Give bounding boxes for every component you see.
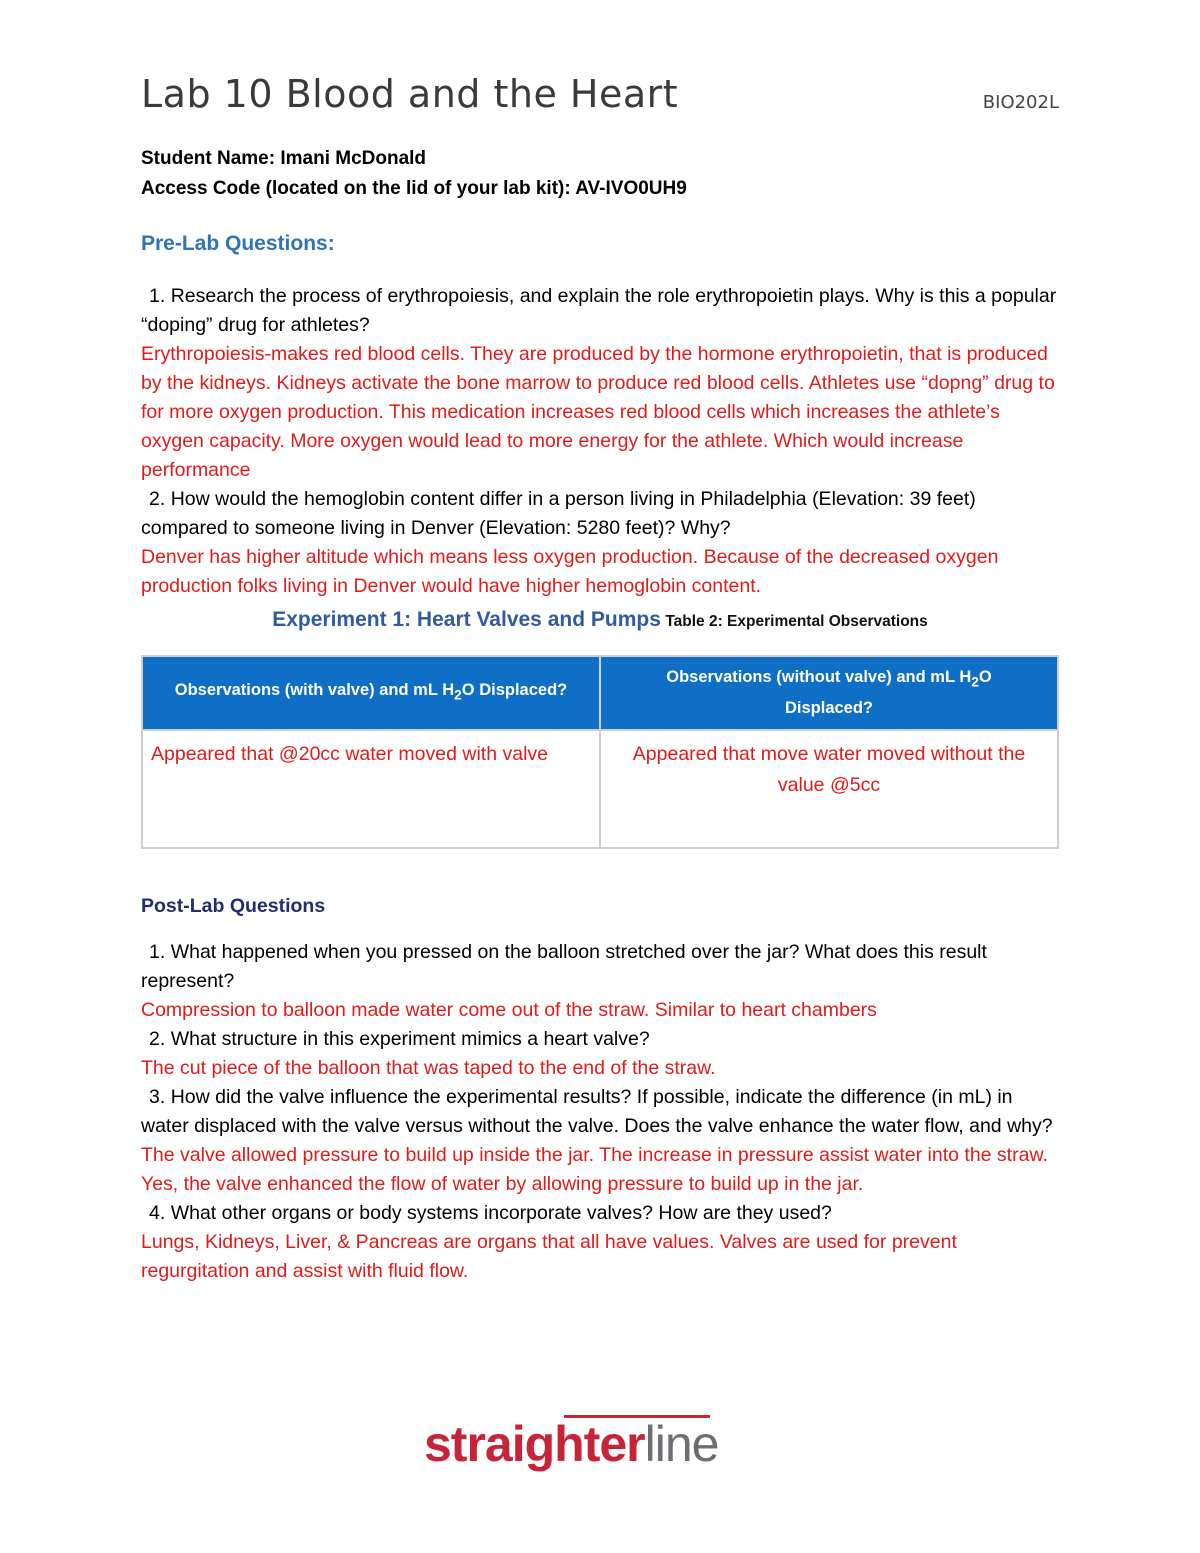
experiment-heading (141, 603, 1059, 639)
answer-text: Lungs, Kidneys, Liver, & Pancreas are organs that all have values. Valves are used for prevent regurgitation and assist with fluid flow. (141, 1231, 957, 1282)
question-number: 4. (149, 1202, 166, 1224)
course-code: BIO202L (982, 92, 1059, 113)
postlab-question-2 (141, 1025, 1059, 1083)
answer-text: Compression to balloon made water come out of the straw. Similar to heart chambers (141, 999, 877, 1021)
question-text: What happened when you pressed on the balloon stretched over the jar? What does this result represent? (141, 941, 987, 992)
observations-table (141, 655, 1059, 849)
answer-text: Erythropoiesis-makes red blood cells. They are produced by the hormone erythropoietin, that is produced by the kidneys. Kidneys activate the bone marrow to produce red blood cells. Athletes use “dopng” drug to for more oxygen production. This medication increases red blood cells which increases the athlete’s oxygen capacity. More oxygen would lead to more energy for the athlete. Which would increase performance (141, 343, 1055, 481)
question-number: 1. (149, 941, 166, 963)
document-page (141, 72, 1059, 1286)
question-text: What other organs or body systems incorporate valves? How are they used? (170, 1202, 832, 1224)
student-name: Student Name: Imani McDonald (141, 148, 427, 169)
table-caption: Table 2: Experimental Observations (665, 613, 928, 630)
question-number: 2. (149, 1028, 166, 1050)
student-info (141, 144, 1059, 204)
table-header-row (142, 656, 1058, 730)
prelab-question-2 (141, 485, 1059, 601)
prelab-question-1 (141, 282, 1059, 485)
question-text: What structure in this experiment mimics a heart valve? (170, 1028, 650, 1050)
prelab-heading: Pre-Lab Questions: (141, 232, 335, 255)
table-header-with-valve: Observations (with valve) and mL $H_2O$ Displaced? (142, 656, 600, 730)
question-number: 3. (149, 1086, 166, 1108)
table-cell-without-valve: Appeared that move water moved without the value @5cc (600, 730, 1058, 848)
table-header-without-valve: Observations (without valve) and mL $H_2O$ Displaced? (600, 656, 1058, 730)
postlab-heading: Post-Lab Questions (141, 895, 326, 917)
title-row (141, 72, 1059, 122)
table-cell-with-valve: Appeared that @20cc water moved with valve (142, 730, 600, 848)
logo-strong-text: straighter (424, 1416, 645, 1472)
postlab-question-3 (141, 1083, 1059, 1199)
answer-text: The valve allowed pressure to build up inside the jar. The increase in pressure assist water into the straw. Yes, the valve enhanced the flow of water by allowing pressure to build up in the jar. (141, 1144, 1048, 1195)
question-text: How did the valve influence the experimental results? If possible, indicate the difference (in mL) in water displaced with the valve versus without the valve. Does the valve enhance the water flow, and why? (141, 1086, 1053, 1137)
postlab-question-4 (141, 1199, 1059, 1286)
document-title: Lab 10 Blood and the Heart (141, 72, 679, 116)
logo-light-text: line (644, 1416, 719, 1472)
experiment-title: Experiment 1: Heart Valves and Pumps (272, 608, 661, 631)
question-text: Research the process of erythropoiesis, and explain the role erythropoietin plays. Why is this a popular “doping” drug for athletes? (141, 285, 1057, 336)
straighterline-logo (424, 1415, 718, 1477)
answer-text: The cut piece of the balloon that was taped to the end of the straw. (141, 1057, 716, 1079)
question-number: 1. (149, 285, 166, 307)
question-text: How would the hemoglobin content differ in a person living in Philadelphia (Elevation: 39 feet) compared to someone living in Denver (Elevation: 5280 feet)? Why? (141, 488, 976, 539)
answer-text: Denver has higher altitude which means less oxygen production. Because of the decreased oxygen production folks living in Denver would have higher hemoglobin content. (141, 546, 999, 597)
table-row (142, 730, 1058, 848)
question-number: 2. (149, 488, 166, 510)
access-code: Access Code (located on the lid of your lab kit): AV-IVO0UH9 (141, 178, 687, 199)
postlab-question-1 (141, 938, 1059, 1025)
